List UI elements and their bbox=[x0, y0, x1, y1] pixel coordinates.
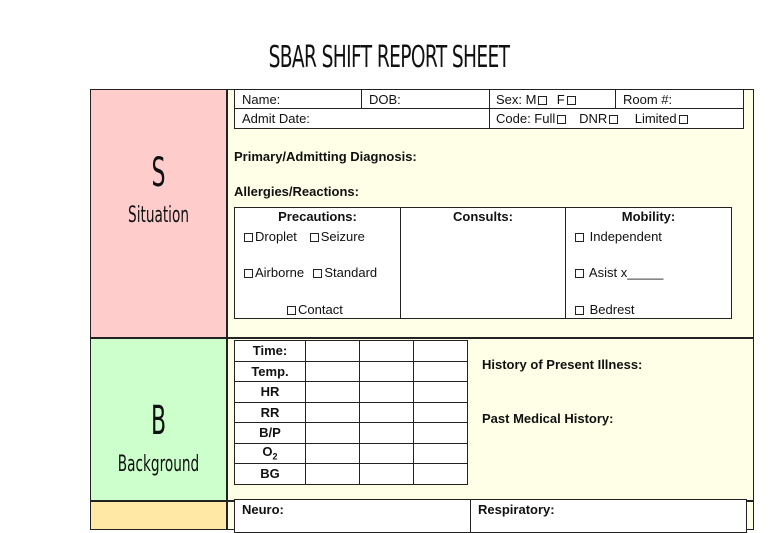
standard-checkbox[interactable] bbox=[313, 269, 322, 278]
limited-checkbox[interactable] bbox=[679, 115, 688, 124]
vitals-cell[interactable] bbox=[414, 382, 468, 403]
o2-subscript: 2 bbox=[272, 452, 278, 463]
vitals-cell[interactable] bbox=[306, 382, 360, 403]
droplet-checkbox[interactable] bbox=[244, 233, 253, 242]
vitals-cell[interactable] bbox=[360, 402, 414, 423]
admit-date-field[interactable] bbox=[234, 108, 490, 129]
sex-f-label: F bbox=[556, 92, 565, 107]
vitals-cell[interactable] bbox=[360, 382, 414, 403]
background-word-wrap bbox=[90, 452, 227, 477]
vitals-label-bg: BG bbox=[235, 464, 306, 485]
vitals-label-o2 bbox=[235, 443, 306, 464]
name-field[interactable] bbox=[234, 89, 362, 109]
vitals-label-rr: RR bbox=[235, 402, 306, 423]
situation-word: Situation bbox=[128, 203, 189, 228]
independent-checkbox[interactable] bbox=[575, 233, 584, 242]
airborne-checkbox[interactable] bbox=[244, 269, 253, 278]
vitals-cell[interactable] bbox=[306, 464, 360, 485]
vitals-row-o2 bbox=[235, 443, 468, 464]
room-field[interactable] bbox=[615, 89, 744, 109]
sex-m-label: M bbox=[525, 92, 537, 107]
assist-label: Asist x_____ bbox=[588, 265, 664, 280]
situation-word-wrap bbox=[90, 203, 227, 228]
neuro-box[interactable] bbox=[234, 499, 471, 533]
assessment-band bbox=[90, 501, 227, 530]
assist-checkbox[interactable] bbox=[575, 269, 584, 278]
consults-header: Consults: bbox=[453, 209, 513, 224]
vitals-cell[interactable] bbox=[306, 443, 360, 464]
precautions-box bbox=[234, 207, 401, 319]
vitals-label-hr: HR bbox=[235, 382, 306, 403]
contact-checkbox[interactable] bbox=[287, 306, 296, 315]
mobility-header: Mobility: bbox=[621, 209, 676, 224]
vitals-cell[interactable] bbox=[306, 341, 360, 362]
vitals-label-time: Time: bbox=[235, 341, 306, 362]
allergies-label: Allergies/Reactions: bbox=[234, 184, 359, 199]
independent-label: Independent bbox=[589, 229, 662, 244]
vitals-cell[interactable] bbox=[414, 464, 468, 485]
vitals-label-bp: B/P bbox=[235, 423, 306, 444]
vitals-cell[interactable] bbox=[306, 402, 360, 423]
sex-f-checkbox[interactable] bbox=[567, 96, 576, 105]
situation-letter-wrap bbox=[90, 150, 227, 196]
page-title: SBAR SHIFT REPORT SHEET bbox=[268, 40, 510, 75]
code-full-label: Code: Full bbox=[496, 111, 556, 126]
neuro-label: Neuro: bbox=[242, 502, 284, 517]
background-letter-wrap bbox=[90, 398, 227, 444]
pmh-label: Past Medical History: bbox=[482, 411, 614, 426]
vitals-cell[interactable] bbox=[360, 361, 414, 382]
vitals-cell[interactable] bbox=[360, 464, 414, 485]
contact-label: Contact bbox=[298, 302, 343, 317]
sex-m-checkbox[interactable] bbox=[538, 96, 547, 105]
code-full-checkbox[interactable] bbox=[557, 115, 566, 124]
vitals-cell[interactable] bbox=[414, 423, 468, 444]
consults-box[interactable] bbox=[400, 207, 566, 319]
room-label: Room #: bbox=[623, 92, 673, 107]
vitals-cell[interactable] bbox=[414, 341, 468, 362]
bedrest-label: Bedrest bbox=[589, 302, 635, 317]
standard-label: Standard bbox=[324, 265, 378, 280]
vitals-cell[interactable] bbox=[360, 423, 414, 444]
vitals-cell[interactable] bbox=[306, 361, 360, 382]
vitals-row-hr bbox=[235, 382, 468, 403]
dob-field[interactable] bbox=[361, 89, 490, 109]
dnr-checkbox[interactable] bbox=[609, 115, 618, 124]
vitals-row-bp bbox=[235, 423, 468, 444]
droplet-label: Droplet bbox=[255, 229, 297, 244]
seizure-label: Seizure bbox=[320, 229, 365, 244]
code-status-field bbox=[489, 108, 744, 129]
bedrest-checkbox[interactable] bbox=[575, 306, 584, 315]
vitals-cell[interactable] bbox=[306, 423, 360, 444]
vitals-cell[interactable] bbox=[414, 443, 468, 464]
dnr-label: DNR bbox=[579, 111, 608, 126]
precautions-header: Precautions: bbox=[278, 209, 357, 224]
name-label: Name: bbox=[242, 92, 281, 107]
vitals-table bbox=[234, 340, 468, 485]
vitals-cell[interactable] bbox=[414, 361, 468, 382]
sex-label: Sex: bbox=[496, 92, 523, 107]
background-word: Background bbox=[117, 452, 200, 477]
respiratory-label: Respiratory: bbox=[478, 502, 555, 517]
vitals-cell[interactable] bbox=[414, 402, 468, 423]
mobility-box bbox=[565, 207, 732, 319]
situation-letter: S bbox=[151, 150, 166, 196]
vitals-row-bg bbox=[235, 464, 468, 485]
vitals-cell[interactable] bbox=[360, 443, 414, 464]
seizure-checkbox[interactable] bbox=[310, 233, 319, 242]
sex-field bbox=[489, 89, 616, 109]
vitals-cell[interactable] bbox=[360, 341, 414, 362]
background-letter: B bbox=[150, 398, 167, 444]
diagnosis-label: Primary/Admitting Diagnosis: bbox=[234, 149, 417, 164]
admit-date-label: Admit Date: bbox=[242, 111, 310, 126]
vitals-label-temp: Temp. bbox=[235, 361, 306, 382]
vitals-row-temp bbox=[235, 361, 468, 382]
respiratory-box[interactable] bbox=[470, 499, 747, 533]
vitals-row-rr bbox=[235, 402, 468, 423]
o2-letter: O bbox=[262, 444, 273, 460]
limited-label: Limited bbox=[634, 111, 677, 126]
hpi-label: History of Present Illness: bbox=[482, 357, 643, 372]
vitals-row-time bbox=[235, 341, 468, 362]
airborne-label: Airborne bbox=[255, 265, 305, 280]
dob-label: DOB: bbox=[369, 92, 401, 107]
